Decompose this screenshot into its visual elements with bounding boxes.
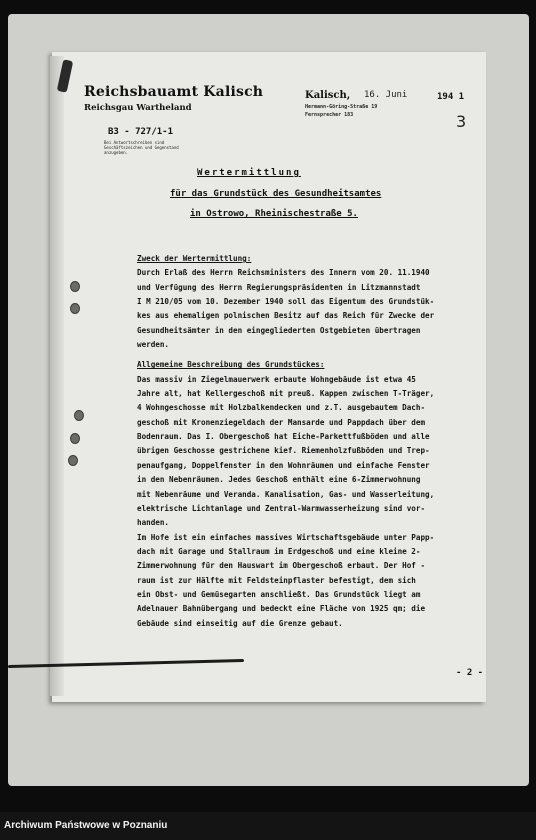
archive-name: Archiwum Państwowe w Poznaniu bbox=[4, 820, 168, 831]
archive-footer-bar bbox=[0, 812, 536, 840]
handwritten-page-number: 3 bbox=[456, 112, 467, 131]
text-line: dach mit Garage und Stallraum im Erdgeschoß und eine kleine 2- bbox=[137, 546, 421, 556]
text-line: ein Obst- und Gemüsegarten anschließt. Das Grundstück liegt am bbox=[137, 589, 421, 599]
text-line: Jahre alt, hat Kellergeschoß mit preuß. Kappen zwischen T-Träger, bbox=[137, 389, 435, 399]
page-number: - 2 - bbox=[456, 668, 484, 678]
text-line: handen. bbox=[137, 518, 170, 528]
text-line: Gebäude sind einseitig auf die Grenze gebaut. bbox=[137, 618, 343, 628]
text-line: Adelnauer Bahnübergang und bedeckt eine Fläche von 1925 qm; die bbox=[137, 604, 426, 614]
text-line: in den Nebenräumen. Jedes Geschoß enthält eine 6-Zimmerwohnung bbox=[137, 475, 421, 485]
letterhead-region: Reichsgau Wartheland bbox=[84, 103, 192, 113]
punch-hole bbox=[70, 303, 80, 314]
text-line: Gesundheitsämter in den eingegliederten Ostgebieten übertragen bbox=[137, 325, 421, 335]
punch-hole bbox=[70, 281, 80, 292]
section-description-text bbox=[137, 373, 483, 631]
text-line: penaufgang, Doppelfenster in den Wohnräumen und einfache Fenster bbox=[137, 460, 430, 470]
document-body bbox=[137, 252, 483, 631]
section-purpose-text bbox=[137, 266, 483, 352]
text-line: Im Hofe ist ein einfaches massives Wirtschaftsgebäude unter Papp- bbox=[137, 532, 435, 542]
punch-hole bbox=[68, 455, 78, 466]
section-heading-purpose: Zweck der Wertermittlung: bbox=[137, 254, 252, 263]
letter-year: 194 1 bbox=[437, 92, 465, 102]
text-line: Durch Erlaß des Herrn Reichsministers des Innern vom 20. 11.1940 bbox=[137, 268, 430, 278]
letter-date: 16. Juni bbox=[364, 90, 408, 100]
text-line: werden. bbox=[137, 340, 170, 350]
reference-number: B3 - 727/1-1 bbox=[108, 127, 174, 137]
text-line: Das massiv in Ziegelmauerwerk erbaute Wohngebäude ist etwa 45 bbox=[137, 374, 416, 384]
section-heading-description: Allgemeine Beschreibung des Grundstückes: bbox=[137, 360, 325, 370]
text-line: kes aus ehemaligen polnischen Besitz auf das Reich für Zwecke der bbox=[137, 311, 435, 321]
text-line: 4 Wohngeschosse mit Holzbalkendecken und z.T. ausgebautem Dach- bbox=[137, 403, 426, 413]
punch-hole bbox=[70, 433, 80, 444]
text-line: raum ist zur Hälfte mit Feldsteinpflaster befestigt, dem sich bbox=[137, 575, 416, 585]
punch-hole bbox=[74, 410, 84, 421]
reply-note: Bei Antwortschreiben sind Geschäftszeichen und Gegenstand anzugeben. bbox=[104, 140, 179, 155]
document-subtitle: für das Grundstück des Gesundheitsamtes bbox=[170, 189, 382, 199]
text-line: mit Nebenräume und Veranda. Kanalisation, Gas- und Wasserleitung, bbox=[137, 489, 435, 499]
letter-place: Kalisch, bbox=[305, 90, 351, 101]
text-line: übrigen Geschosse gestrichene kief. Riemenholzfußböden und Trep- bbox=[137, 446, 430, 456]
text-line: geschoß mit Kronenziegeldach der Mansarde und Pappdach über dem bbox=[137, 417, 426, 427]
letterhead-organization: Reichsbauamt Kalisch bbox=[84, 84, 264, 100]
document-subtitle-location: in Ostrowo, Rheinischestraße 5. bbox=[190, 209, 358, 219]
text-line: und Verfügung des Herrn Regierungspräsidenten in Litzmannstadt bbox=[137, 282, 421, 292]
page-binding-edge bbox=[50, 56, 64, 696]
office-phone: Fernsprecher 183 bbox=[305, 112, 354, 118]
text-line: elektrische Lichtanlage und Zentral-Warmwasserheizung sind vor- bbox=[137, 503, 426, 513]
office-street: Hermann-Göring-Straße 19 bbox=[305, 104, 378, 110]
document-title: Wertermittlung bbox=[197, 168, 301, 178]
text-line: Zimmerwohnung für den Hauswart im Obergeschoß erbaut. Der Hof - bbox=[137, 561, 426, 571]
text-line: I M 210/05 vom 10. Dezember 1940 soll das Eigentum des Grundstük- bbox=[137, 297, 435, 307]
text-line: Bodenraum. Das I. Obergeschoß hat Eiche-Parkettfußböden und alle bbox=[137, 432, 430, 442]
